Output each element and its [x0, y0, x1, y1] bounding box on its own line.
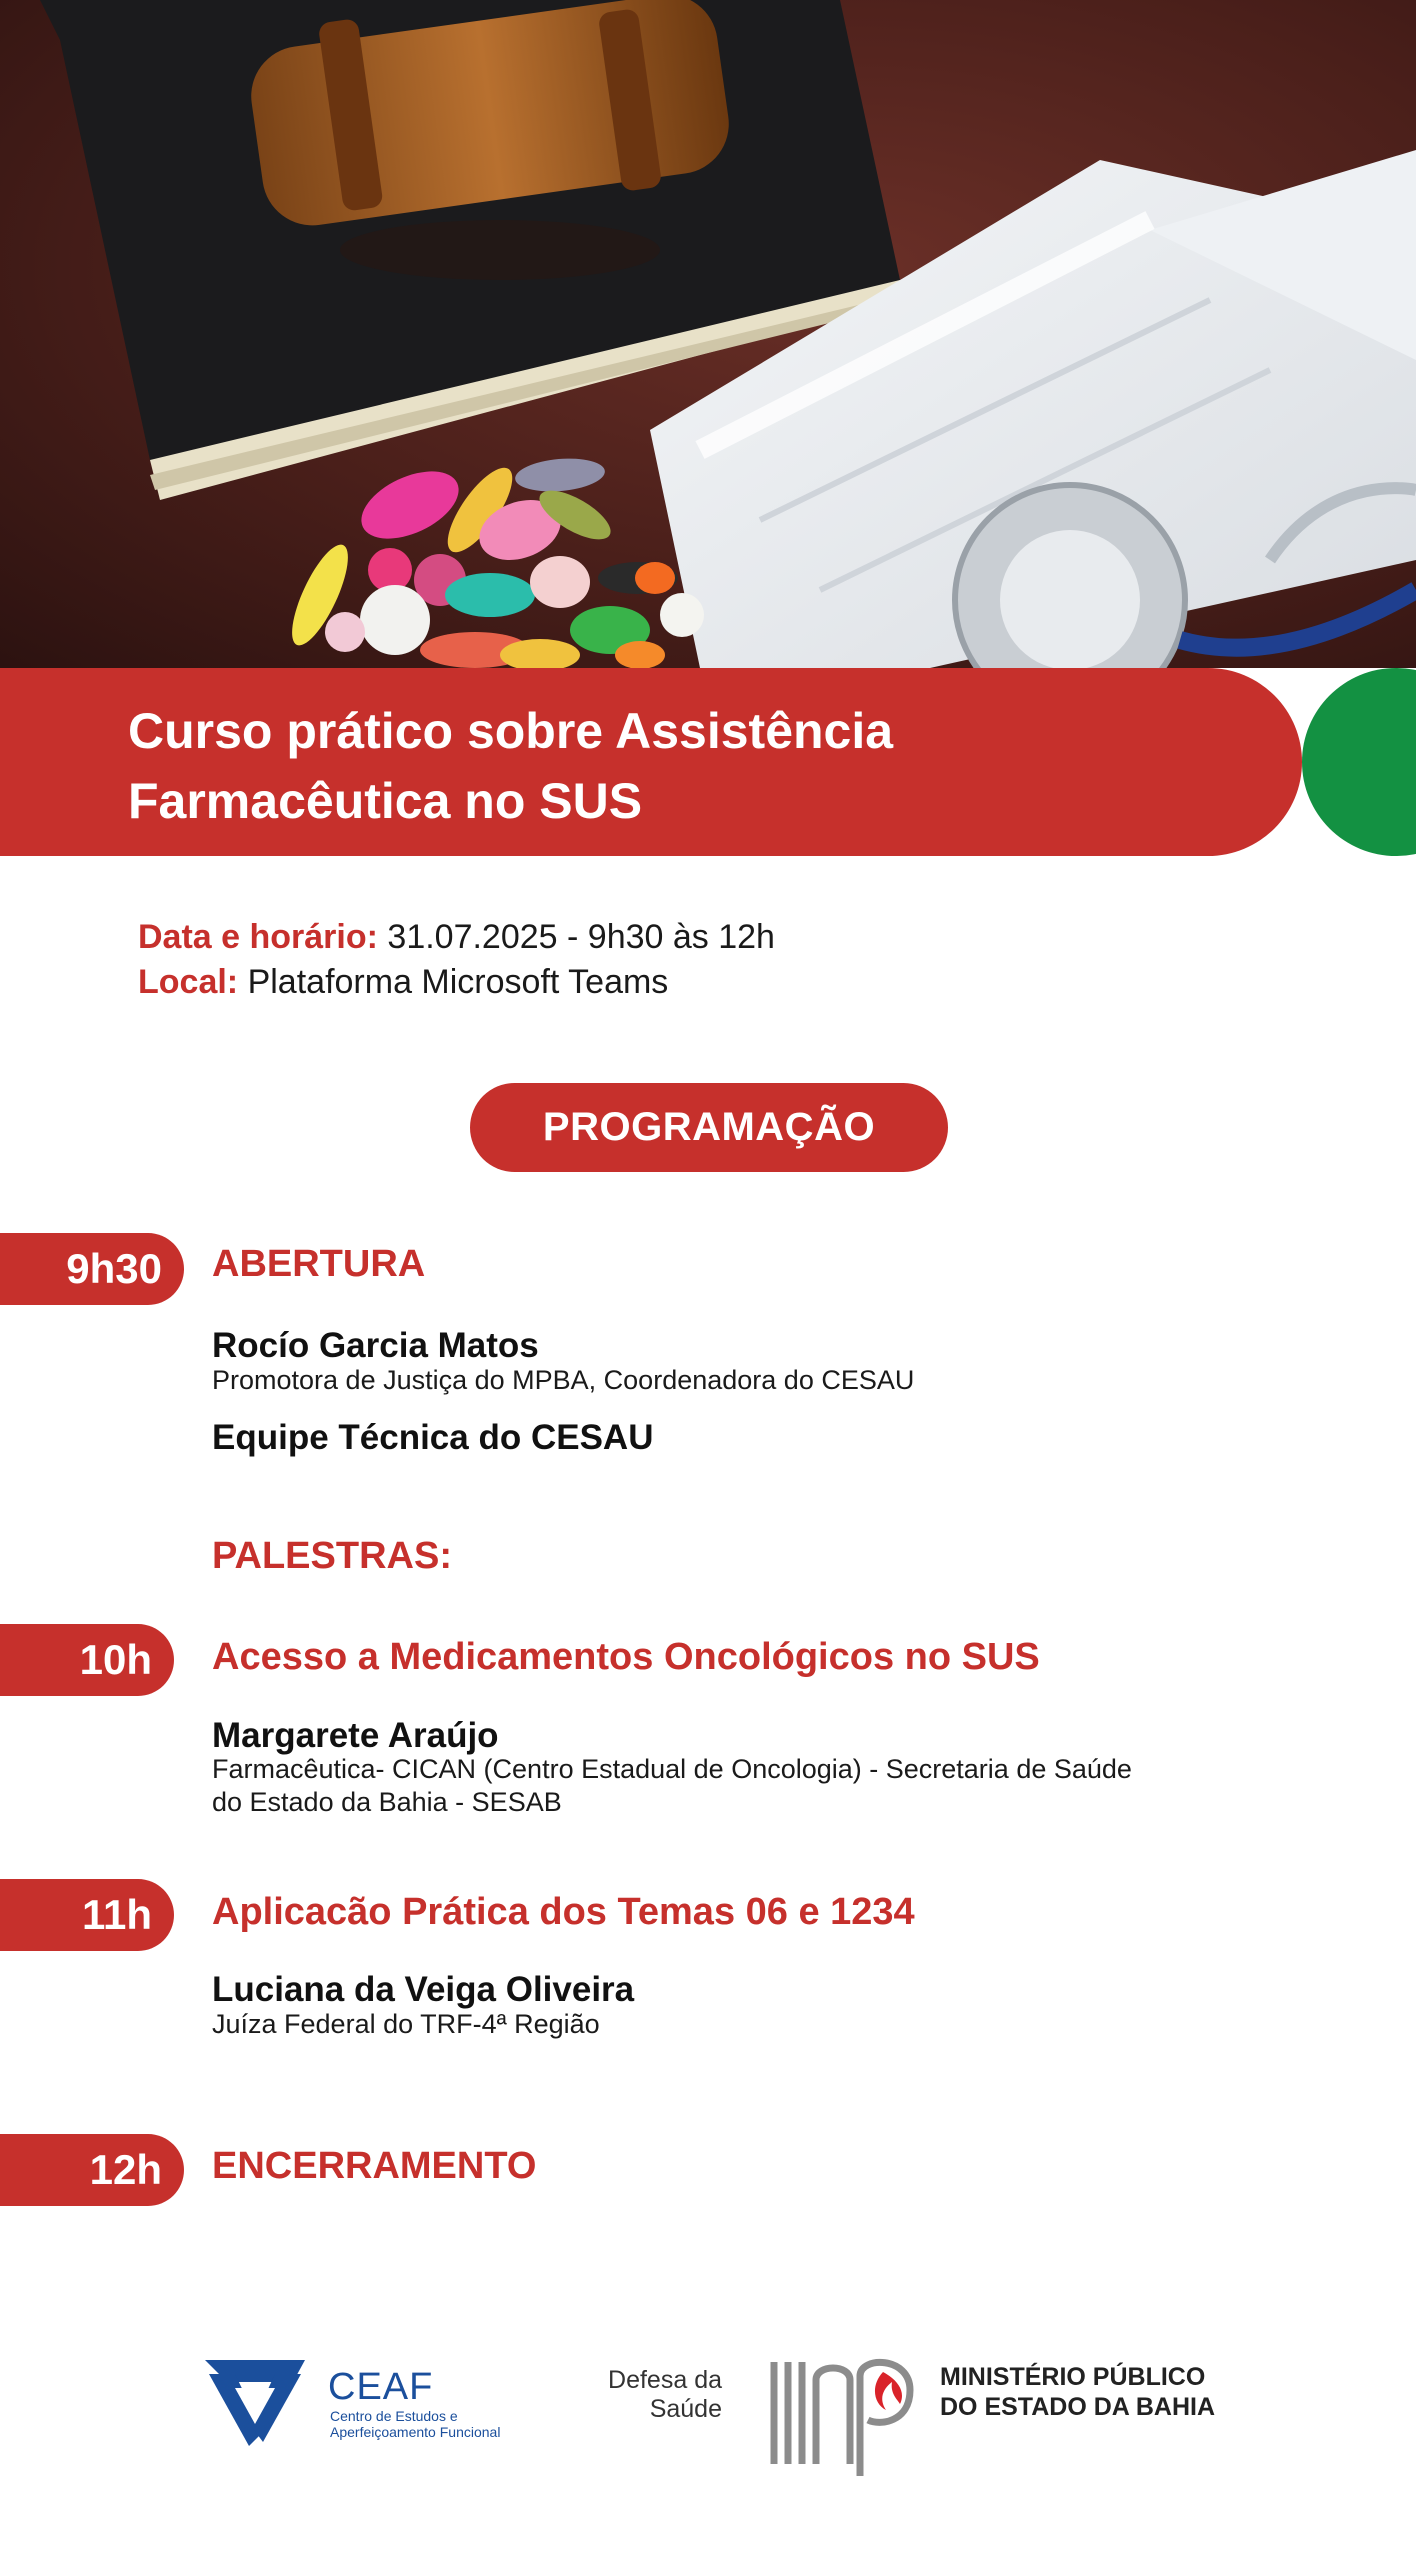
talk-2-speaker: Luciana da Veiga Oliveira	[212, 1970, 635, 2009]
date-info	[138, 918, 775, 957]
time-tab-opening: 9h30	[0, 1233, 184, 1305]
mp-name-line1: MINISTÉRIO PÚBLICO	[940, 2363, 1206, 2391]
opening-speaker-1-role: Promotora de Justiça do MPBA, Coordenadora do CESAU	[212, 1365, 915, 1395]
ceaf-name: CEAF	[328, 2366, 434, 2408]
mp-name-line2: DO ESTADO DA BAHIA	[940, 2393, 1215, 2421]
location-label: Local:	[138, 963, 239, 1001]
defesa-line1: Defesa da	[608, 2366, 722, 2394]
talk-1-title: Acesso a Medicamentos Oncológicos no SUS	[212, 1636, 1040, 1678]
ceaf-subtitle-line2: Aperfeiçoamento Funcional	[330, 2424, 501, 2440]
ceaf-logo-icon	[205, 2354, 305, 2446]
time-tab-closing: 12h	[0, 2134, 184, 2206]
time-tab-talk-2: 11h	[0, 1879, 174, 1951]
location-info	[138, 963, 668, 1002]
pills-icon	[281, 455, 704, 668]
talk-1-role-line1: Farmacêutica- CICAN (Centro Estadual de Oncologia) - Secretaria de Saúde	[212, 1754, 1132, 1784]
talk-1-role	[212, 1753, 1262, 1819]
event-title	[128, 696, 1228, 836]
ceaf-subtitle-line1: Centro de Estudos e	[330, 2408, 458, 2424]
event-title-line2: Farmacêutica no SUS	[128, 773, 643, 829]
opening-title: ABERTURA	[212, 1243, 426, 1285]
hero-illustration	[0, 0, 1416, 668]
talk-1-role-line2: do Estado da Bahia - SESAB	[212, 1787, 562, 1817]
green-circle-decoration	[1302, 668, 1416, 856]
ceaf-subtitle	[330, 2408, 550, 2440]
defesa-line2: Saúde	[649, 2395, 722, 2423]
event-title-line1: Curso prático sobre Assistência	[128, 703, 894, 759]
talks-heading: PALESTRAS:	[212, 1535, 452, 1577]
program-heading: PROGRAMAÇÃO	[470, 1083, 948, 1172]
hero-photo	[0, 0, 1416, 668]
closing-title: ENCERRAMENTO	[212, 2145, 537, 2187]
talk-2-role: Juíza Federal do TRF-4ª Região	[212, 2009, 600, 2039]
opening-speaker-1: Rocío Garcia Matos	[212, 1326, 539, 1365]
opening-speaker-2: Equipe Técnica do CESAU	[212, 1418, 654, 1457]
date-value: 31.07.2025 - 9h30 às 12h	[387, 918, 775, 956]
location-value: Plataforma Microsoft Teams	[247, 963, 669, 1001]
defesa-da-saude	[580, 2366, 722, 2424]
date-label: Data e horário:	[138, 918, 378, 956]
talk-1-speaker: Margarete Araújo	[212, 1716, 499, 1755]
mp-name	[940, 2362, 1215, 2422]
talk-2-title: Aplicacão Prática dos Temas 06 e 1234	[212, 1891, 915, 1933]
mp-logo-icon	[770, 2352, 922, 2478]
time-tab-talk-1: 10h	[0, 1624, 174, 1696]
